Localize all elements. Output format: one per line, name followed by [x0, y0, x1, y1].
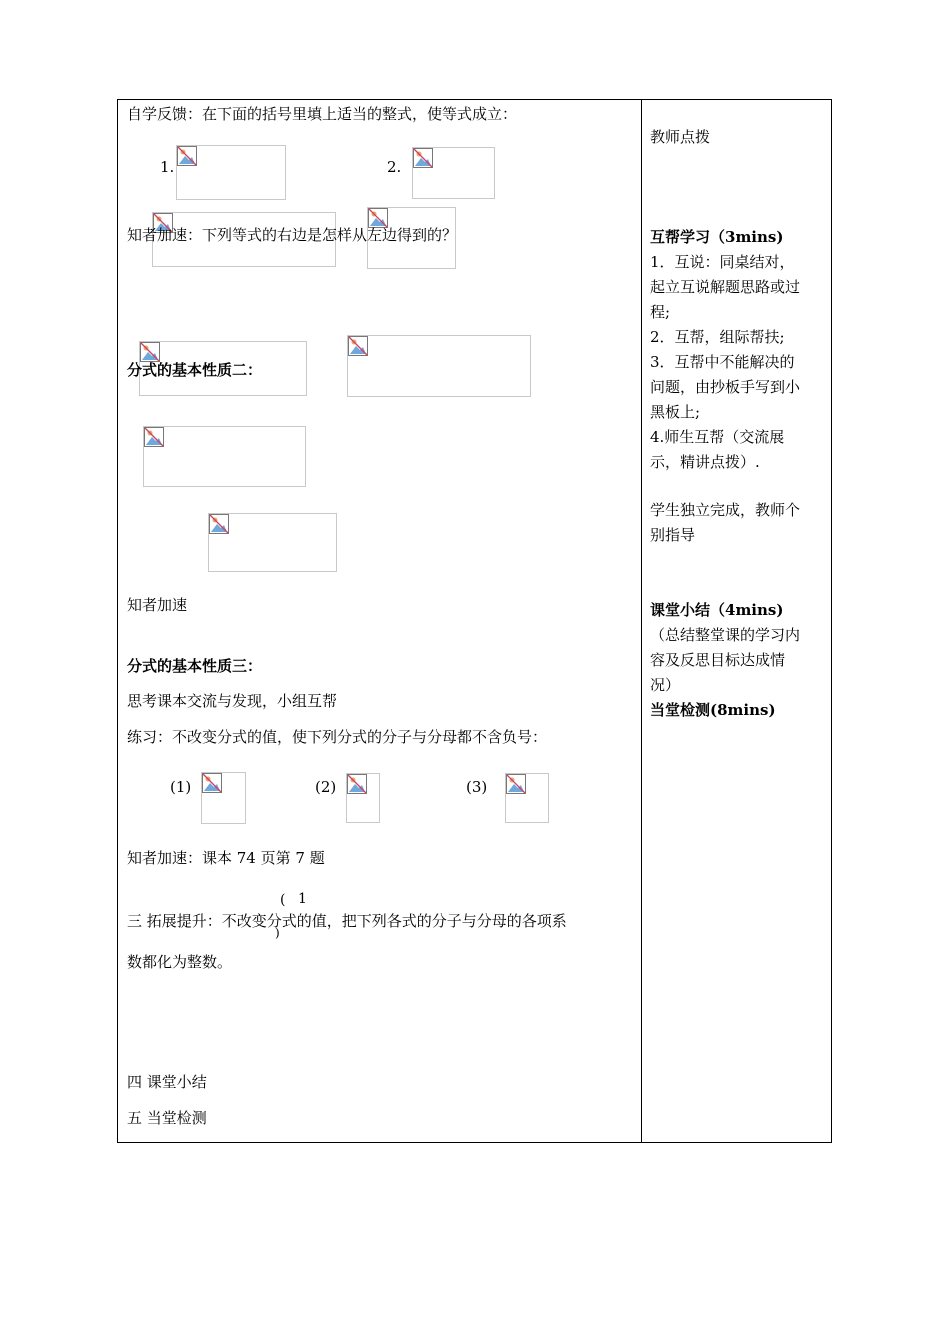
formula-image-9 — [201, 772, 246, 824]
think-line: 思考课本交流与发现，小组互帮 — [127, 692, 338, 710]
broken-image-icon — [413, 148, 433, 168]
summary-a: （总结整堂课的学习内 — [650, 626, 801, 644]
independent-block — [650, 498, 826, 548]
independent-b: 别指导 — [650, 526, 696, 544]
property-three-title: 分式的基本性质三： — [127, 657, 263, 675]
formula-image-6 — [347, 335, 531, 397]
section-four: 四 课堂小结 — [127, 1073, 207, 1091]
mutual-help-3b: 问题，由抄板手写到小 — [650, 378, 801, 396]
paren-close: ) — [275, 926, 280, 940]
practice-3-label: (3) — [466, 778, 488, 796]
summary-block — [650, 598, 826, 723]
mutual-help-1c: 程; — [650, 303, 671, 321]
teacher-tips: 教师点拨 — [650, 128, 711, 146]
broken-image-icon — [506, 774, 526, 794]
paren-number: 1 — [298, 891, 307, 907]
summary-title: 课堂小结（4mins) — [650, 601, 784, 619]
formula-image-10 — [346, 773, 380, 823]
zhizhe-speedup-3: 知者加速：课本 74 页第 7 题 — [127, 849, 325, 867]
section-five: 五 当堂检测 — [127, 1109, 207, 1127]
extension-line-2: 数都化为整数。 — [127, 953, 233, 971]
item-1-label: 1. — [160, 158, 175, 176]
property-two-title: 分式的基本性质二： — [127, 361, 263, 379]
mutual-help-2: 2．互帮，组际帮扶; — [650, 328, 785, 346]
practice-1-label: (1) — [170, 778, 192, 796]
formula-image-2 — [412, 147, 495, 199]
teacher-tips-block — [650, 125, 826, 150]
mutual-help-1a: 1．互说：同桌结对， — [650, 253, 795, 271]
broken-image-icon — [202, 773, 222, 793]
zhizhe-speedup-1: 知者加速：下列等式的右边是怎样从左边得到的？ — [127, 226, 458, 244]
mutual-help-1b: 起立互说解题思路或过 — [650, 278, 801, 296]
practice-line: 练习：不改变分式的值，使下列分式的分子与分母都不含负号： — [127, 728, 548, 746]
broken-image-icon — [144, 427, 164, 447]
mutual-help-title: 互帮学习（3mins) — [650, 228, 784, 246]
broken-image-icon — [348, 336, 368, 356]
test-title: 当堂检测(8mins) — [650, 701, 776, 719]
self-study-feedback: 自学反馈：在下面的括号里填上适当的整式，使等式成立： — [127, 105, 518, 123]
item-2-label: 2. — [387, 158, 402, 176]
independent-a: 学生独立完成，教师个 — [650, 501, 801, 519]
mutual-help-4a: 4.师生互帮（交流展 — [650, 428, 785, 446]
mutual-help-3a: 3．互帮中不能解决的 — [650, 353, 795, 371]
practice-2-label: (2) — [315, 778, 337, 796]
paren-open: ( — [280, 892, 286, 908]
formula-image-1 — [176, 145, 286, 200]
mutual-help-3c: 黑板上; — [650, 403, 701, 421]
summary-b: 容及反思目标达成情 — [650, 651, 786, 669]
zhizhe-speedup-2: 知者加速 — [127, 596, 188, 614]
mutual-help-4b: 示，精讲点拨）. — [650, 453, 760, 471]
broken-image-icon — [347, 774, 367, 794]
formula-image-11 — [505, 773, 549, 823]
extension-line-1: 三 拓展提升：不改变分式的值，把下列各式的分子与分母的各项系 — [127, 912, 567, 930]
broken-image-icon — [209, 514, 229, 534]
broken-image-icon — [140, 342, 160, 362]
mutual-help-block — [650, 225, 826, 475]
formula-image-7 — [143, 426, 306, 487]
column-divider — [641, 99, 642, 1143]
broken-image-icon — [177, 146, 197, 166]
summary-c: 况） — [650, 676, 681, 694]
formula-image-8 — [208, 513, 337, 572]
